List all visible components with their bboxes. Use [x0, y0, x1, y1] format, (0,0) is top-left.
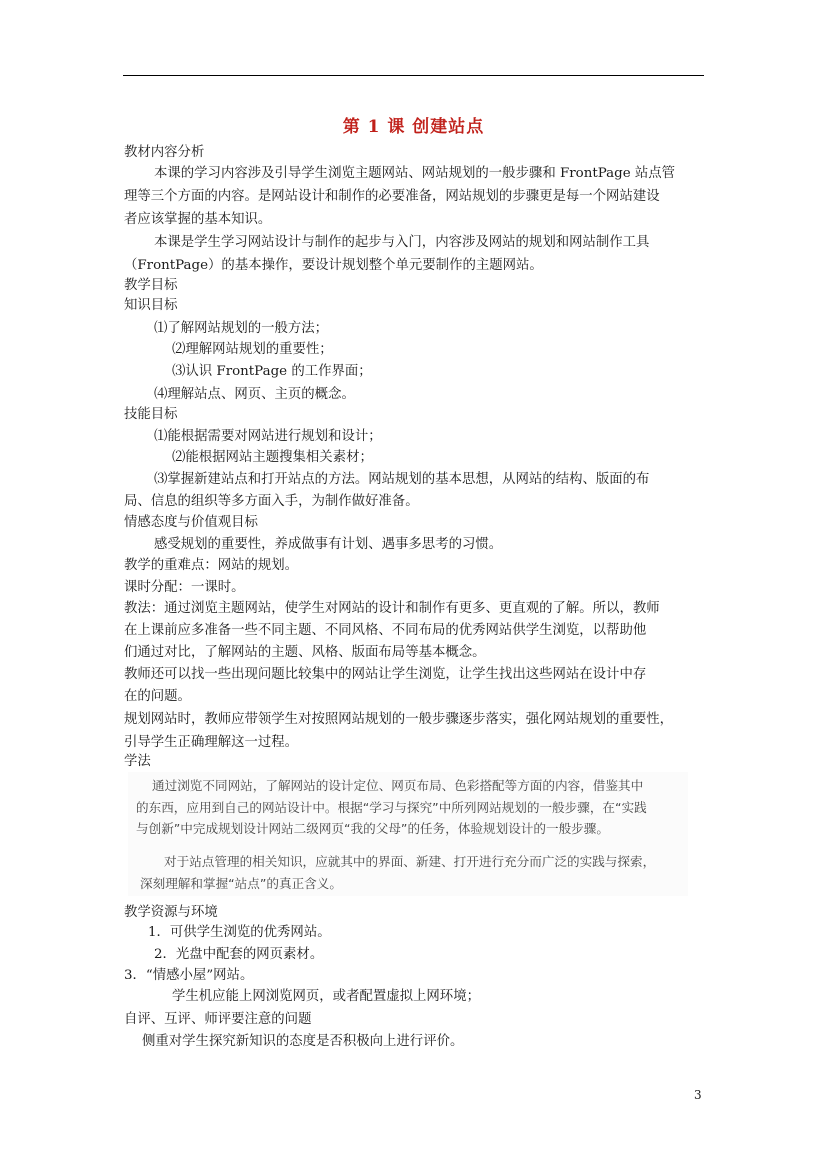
body-line: 3．“情感小屋”网站。 — [124, 968, 254, 983]
body-line: 1．可供学生浏览的优秀网站。 — [148, 925, 331, 940]
body-line: 情感态度与价值观目标 — [124, 515, 258, 530]
body-line: 技能目标 — [124, 407, 178, 422]
body-line: ⑴能根据需要对网站进行规划和设计； — [154, 429, 382, 444]
body-line: 理等三个方面的内容。是网站设计和制作的必要准备，网站规划的步骤更是每一个网站建设 — [124, 189, 660, 204]
body-line: 侧重对学生探究新知识的态度是否积极向上进行评价。 — [142, 1034, 464, 1049]
body-line: （FrontPage）的基本操作，要设计规划整个单元要制作的主题网站。 — [124, 258, 543, 273]
body-line: 教学资源与环境 — [124, 905, 218, 920]
body-line: 本课的学习内容涉及引导学生浏览主题网站、网站规划的一般步骤和 FrontPage 站点管 — [154, 166, 676, 181]
body-line: 教学目标 — [124, 278, 178, 293]
scan-line: 对于站点管理的相关知识，应就其中的界面、新建、打开进行充分而广泛的实践与探索， — [164, 854, 656, 869]
scan-line: 深刻理解和掌握“站点”的真正含义。 — [140, 876, 342, 891]
body-line: 者应该掌握的基本知识。 — [124, 212, 272, 227]
body-line: 局、信息的组织等多方面入手，为制作做好准备。 — [124, 494, 419, 509]
body-line: ⑵理解网站规划的重要性； — [172, 342, 333, 357]
body-line: 规划网站时，教师应带领学生对按照网站规划的一般步骤逐步落实，强化网站规划的重要性， — [124, 712, 674, 727]
body-line: 学法 — [124, 754, 151, 769]
body-line: 2．光盘中配套的网页素材。 — [154, 947, 324, 962]
body-line: 教师还可以找一些出现问题比较集中的网站让学生浏览，让学生找出这些网站在设计中存 — [124, 667, 647, 682]
scan-line: 与创新”中完成规划设计网站二级网页“我的父母”的任务，体验规划设计的一般步骤。 — [136, 821, 609, 836]
body-line: ⑴了解网站规划的一般方法； — [154, 321, 329, 336]
scan-line: 通过浏览不同网站，了解网站的设计定位、网页布局、色彩搭配等方面的内容，借鉴其中 — [152, 778, 644, 793]
body-line: 感受规划的重要性，养成做事有计划、遇事多思考的习惯。 — [154, 537, 503, 552]
scan-line: 的东西，应用到自己的网站设计中。根据“学习与探究”中所列网站规划的一般步骤，在“实践 — [136, 800, 647, 815]
body-line: 自评、互评、师评要注意的问题 — [124, 1012, 312, 1027]
body-line: ⑶掌握新建站点和打开站点的方法。网站规划的基本思想，从网站的结构、版面的布 — [154, 472, 650, 487]
body-line: 在的问题。 — [124, 689, 191, 704]
body-line: ⑵能根据网站主题搜集相关素材； — [172, 450, 373, 465]
body-line: 们通过对比，了解网站的主题、风格、版面布局等基本概念。 — [124, 645, 486, 660]
body-line: 知识目标 — [124, 298, 178, 313]
lesson-title: 第 1 课 创建站点 — [342, 117, 485, 137]
body-line: 本课是学生学习网站设计与制作的起步与入门，内容涉及网站的规划和网站制作工具 — [154, 235, 650, 250]
body-line: 教材内容分析 — [124, 145, 205, 160]
body-line: 教学的重难点：网站的规划。 — [124, 558, 299, 573]
body-line: ⑶认识 FrontPage 的工作界面； — [172, 364, 372, 379]
body-line: ⑷理解站点、网页、主页的概念。 — [154, 387, 355, 402]
body-line: 引导学生正确理解这一过程。 — [124, 735, 299, 750]
body-line: 学生机应能上网浏览网页，或者配置虚拟上网环境； — [172, 989, 480, 1004]
header-rule — [123, 75, 704, 76]
body-line: 教法：通过浏览主题网站，使学生对网站的设计和制作有更多、更直观的了解。所以，教师 — [124, 601, 660, 616]
body-line: 课时分配：一课时。 — [124, 580, 245, 595]
body-line: 在上课前应多准备一些不同主题、不同风格、不同布局的优秀网站供学生浏览，以帮助他 — [124, 623, 647, 638]
page-number: 3 — [694, 1088, 702, 1102]
